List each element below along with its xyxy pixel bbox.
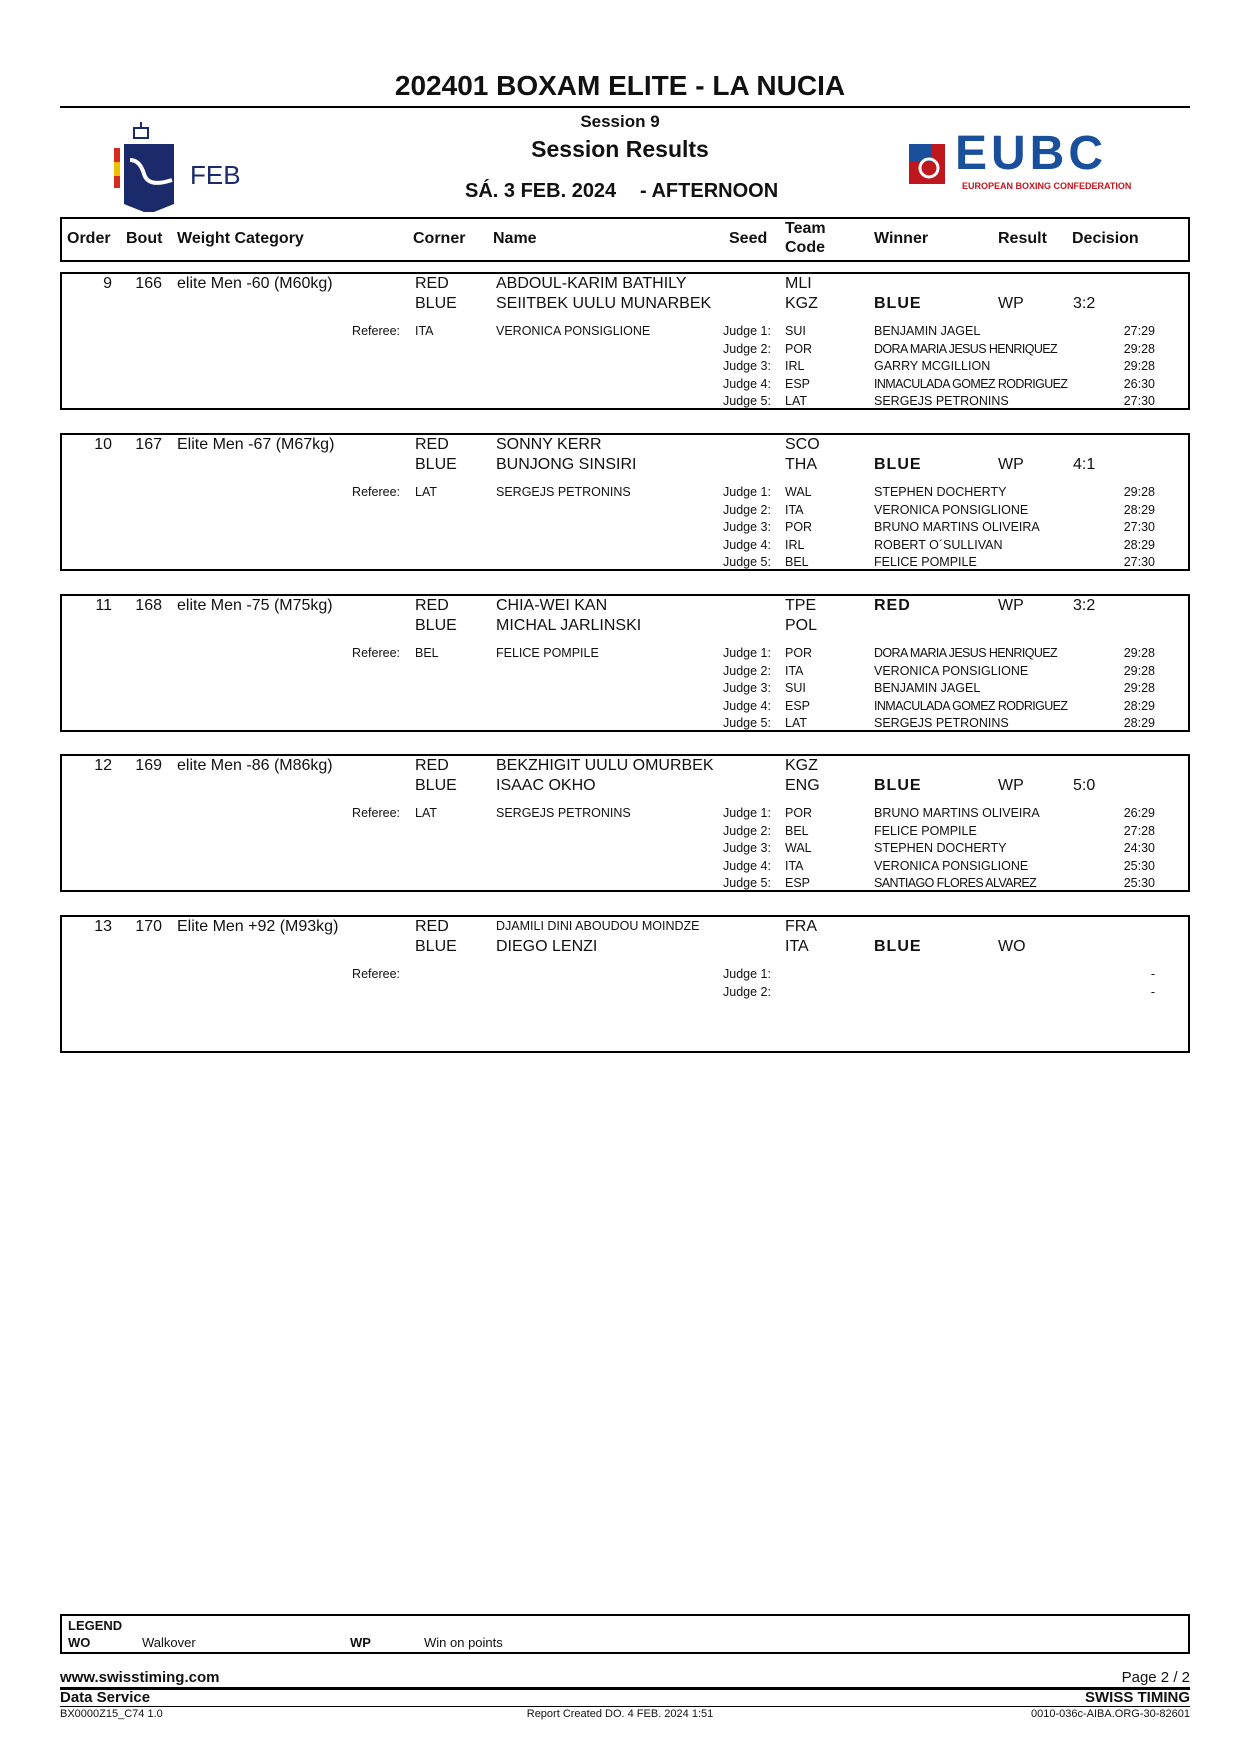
- judge-label: Judge 4:: [723, 376, 771, 391]
- judge-code: BEL: [785, 823, 809, 838]
- feb-logo-text: FEB: [190, 160, 241, 190]
- judge-name: STEPHEN DOCHERTY: [874, 485, 1007, 499]
- blue-boxer-name: DIEGO LENZI: [496, 938, 598, 955]
- judge-label: Judge 3:: [723, 359, 771, 374]
- referee-label: Referee:: [352, 646, 400, 660]
- blue-boxer-name: SEIITBEK UULU MUNARBEK: [496, 295, 712, 312]
- judge-score: 25:30: [1123, 858, 1155, 873]
- red-team-code: FRA: [785, 918, 817, 935]
- bout-number: 170: [135, 918, 162, 935]
- judge-code: LAT: [785, 716, 807, 731]
- red-boxer-name: BEKZHIGIT UULU OMURBEK: [496, 757, 714, 774]
- judge-name: BRUNO MARTINS OLIVEIRA: [874, 806, 1040, 820]
- red-boxer-name: ABDOUL-KARIM BATHILY: [496, 275, 687, 292]
- winner: BLUE: [874, 777, 922, 794]
- red-team-code: KGZ: [785, 757, 818, 774]
- judge-name: ROBERT O´SULLIVAN: [874, 537, 1003, 552]
- judge-code: ESP: [785, 698, 811, 713]
- session-date: SÁ. 3 FEB. 2024: [465, 180, 617, 202]
- col-seed: Seed: [729, 230, 768, 247]
- result: WP: [998, 777, 1024, 794]
- judge-code: POR: [785, 646, 813, 660]
- blue-corner: BLUE: [415, 295, 457, 312]
- divider: [60, 106, 1190, 108]
- referee-label: Referee:: [352, 324, 400, 338]
- judge-label: Judge 1:: [723, 485, 771, 499]
- blue-team-code: THA: [785, 456, 817, 473]
- judge-label: Judge 2:: [723, 663, 771, 678]
- col-name: Name: [493, 230, 537, 247]
- eubc-glove-icon: [905, 140, 949, 190]
- judge-code: POR: [785, 520, 813, 535]
- decision: 3:2: [1073, 295, 1096, 312]
- doc-code: BX0000Z15_C74 1.0: [60, 1708, 163, 1720]
- referee-name: SERGEJS PETRONINS: [496, 485, 631, 499]
- judge-code: BEL: [785, 555, 809, 570]
- red-team-code: SCO: [785, 436, 820, 453]
- judge-name: FELICE POMPILE: [874, 555, 977, 570]
- judge-code: ESP: [785, 376, 811, 391]
- referee-code: LAT: [415, 485, 437, 499]
- judge-code: WAL: [785, 841, 812, 856]
- judge-name: DORA MARIA JESUS HENRIQUEZ: [874, 341, 1058, 356]
- column-header: [60, 217, 1190, 262]
- blue-team-code: POL: [785, 617, 818, 634]
- judge-name: SERGEJS PETRONINS: [874, 716, 1009, 731]
- judge-label: Judge 5:: [723, 555, 771, 570]
- result: WP: [998, 295, 1024, 312]
- red-team-code: TPE: [785, 597, 817, 614]
- judge-name: STEPHEN DOCHERTY: [874, 841, 1007, 856]
- judge-score: 29:28: [1123, 646, 1155, 660]
- report-subtitle: Session Results: [531, 136, 709, 162]
- referee-name: SERGEJS PETRONINS: [496, 806, 631, 820]
- referee-label: Referee:: [352, 967, 400, 981]
- judge-name: VERONICA PONSIGLIONE: [874, 858, 1029, 873]
- bout-block: [60, 754, 1190, 892]
- judge-score: 29:28: [1123, 663, 1155, 678]
- blue-corner: BLUE: [415, 777, 457, 794]
- bout-number: 168: [135, 597, 162, 614]
- judge-score: 29:28: [1123, 485, 1155, 499]
- judge-score: 28:29: [1123, 716, 1155, 731]
- winner: RED: [874, 597, 911, 614]
- judge-label: Judge 2:: [723, 341, 771, 356]
- judge-code: IRL: [785, 359, 805, 374]
- judge-code: POR: [785, 341, 813, 356]
- bout-block: [60, 915, 1190, 1053]
- weight-category: elite Men -86 (M86kg): [177, 757, 333, 774]
- brand: SWISS TIMING: [1085, 1689, 1190, 1706]
- judge-code: ITA: [785, 502, 804, 517]
- red-team-code: MLI: [785, 275, 812, 292]
- feb-logo-icon: [112, 120, 182, 212]
- judge-name: INMACULADA GOMEZ RODRIGUEZ: [874, 698, 1068, 713]
- judge-code: SUI: [785, 681, 806, 696]
- col-result: Result: [998, 230, 1047, 247]
- judge-code: ITA: [785, 858, 804, 873]
- judge-code: SUI: [785, 324, 806, 338]
- red-corner: RED: [415, 757, 449, 774]
- judge-name: VERONICA PONSIGLIONE: [874, 502, 1029, 517]
- blue-boxer-name: BUNJONG SINSIRI: [496, 456, 637, 473]
- judge-label: Judge 3:: [723, 681, 771, 696]
- judge-score: -: [1150, 967, 1155, 981]
- weight-category: Elite Men +92 (M93kg): [177, 918, 339, 935]
- judge-code: WAL: [785, 485, 812, 499]
- judge-name: VERONICA PONSIGLIONE: [874, 663, 1029, 678]
- blue-boxer-name: ISAAC OKHO: [496, 777, 596, 794]
- bout-order: 12: [94, 757, 112, 774]
- data-service: Data Service: [60, 1689, 151, 1706]
- judge-score: 26:30: [1123, 376, 1155, 391]
- judge-score: 29:28: [1123, 359, 1155, 374]
- red-boxer-name: DJAMILI DINI ABOUDOU MOINDZE: [496, 919, 700, 933]
- winner: BLUE: [874, 295, 922, 312]
- judge-label: Judge 2:: [723, 823, 771, 838]
- blue-corner: BLUE: [415, 456, 457, 473]
- weight-category: elite Men -60 (M60kg): [177, 275, 333, 292]
- judge-score: 29:28: [1123, 681, 1155, 696]
- decision: 5:0: [1073, 777, 1096, 794]
- judge-score: 27:29: [1123, 324, 1155, 338]
- referee-name: VERONICA PONSIGLIONE: [496, 324, 651, 338]
- judge-label: Judge 2:: [723, 984, 771, 999]
- page-number: Page 2 / 2: [1121, 1669, 1190, 1686]
- decision: 4:1: [1073, 456, 1096, 473]
- bout-order: 9: [103, 275, 112, 292]
- referee-name: FELICE POMPILE: [496, 646, 599, 660]
- referee-code: BEL: [415, 646, 439, 660]
- divider: [60, 1706, 1190, 1707]
- judge-label: Judge 1:: [723, 806, 771, 820]
- judge-score: -: [1150, 984, 1155, 999]
- judge-label: Judge 1:: [723, 324, 771, 338]
- legend-desc: Win on points: [424, 1635, 503, 1650]
- judge-score: 27:30: [1123, 520, 1155, 535]
- blue-boxer-name: MICHAL JARLINSKI: [496, 617, 642, 634]
- judge-name: SANTIAGO FLORES ALVAREZ: [874, 876, 1037, 891]
- bout-order: 10: [94, 436, 112, 453]
- eubc-tagline: EUROPEAN BOXING CONFEDERATION: [962, 181, 1132, 191]
- judge-name: DORA MARIA JESUS HENRIQUEZ: [874, 646, 1058, 660]
- result: WP: [998, 456, 1024, 473]
- legend-code: WO: [68, 1635, 91, 1650]
- bout-block: [60, 433, 1190, 571]
- session-period: - AFTERNOON: [640, 180, 779, 202]
- judge-label: Judge 3:: [723, 520, 771, 535]
- judge-score: 28:29: [1123, 698, 1155, 713]
- judge-label: Judge 4:: [723, 537, 771, 552]
- session-number: Session 9: [580, 112, 660, 131]
- bout-order: 11: [95, 597, 112, 614]
- referee-code: LAT: [415, 806, 437, 820]
- judge-name: GARRY MCGILLION: [874, 359, 991, 374]
- weight-category: elite Men -75 (M75kg): [177, 597, 333, 614]
- report-ref: 0010-036c-AIBA.ORG-30-82601: [1031, 1708, 1190, 1720]
- divider: [60, 1687, 1190, 1690]
- event-title: 202401 BOXAM ELITE - LA NUCIA: [394, 70, 846, 101]
- blue-team-code: ENG: [785, 777, 820, 794]
- red-corner: RED: [415, 597, 449, 614]
- red-corner: RED: [415, 275, 449, 292]
- website: www.swisstiming.com: [60, 1669, 220, 1686]
- report-created: Report Created DO. 4 FEB. 2024 1:51: [526, 1708, 714, 1720]
- judge-score: 24:30: [1123, 841, 1155, 856]
- red-corner: RED: [415, 436, 449, 453]
- blue-team-code: KGZ: [785, 295, 818, 312]
- legend-title: LEGEND: [68, 1618, 123, 1633]
- judge-label: Judge 4:: [723, 698, 771, 713]
- judge-name: SERGEJS PETRONINS: [874, 394, 1009, 409]
- blue-team-code: ITA: [785, 938, 809, 955]
- legend-code: WP: [350, 1635, 371, 1650]
- judge-score: 25:30: [1123, 876, 1155, 891]
- col-team: Team: [785, 220, 826, 237]
- judge-score: 29:28: [1123, 341, 1155, 356]
- legend: [60, 1614, 1190, 1654]
- judge-name: FELICE POMPILE: [874, 823, 977, 838]
- bout-number: 167: [135, 436, 162, 453]
- red-corner: RED: [415, 918, 449, 935]
- bout-block: [60, 272, 1190, 410]
- judge-code: IRL: [785, 537, 805, 552]
- bout-order: 13: [94, 918, 112, 935]
- decision: 3:2: [1073, 597, 1096, 614]
- judge-label: Judge 5:: [723, 876, 771, 891]
- judge-code: LAT: [785, 394, 807, 409]
- bout-number: 166: [135, 275, 162, 292]
- col-decision: Decision: [1072, 230, 1139, 247]
- judge-name: BRUNO MARTINS OLIVEIRA: [874, 520, 1040, 535]
- referee-label: Referee:: [352, 806, 400, 820]
- col-bout: Bout: [126, 230, 163, 247]
- col-order: Order: [67, 230, 111, 247]
- judge-score: 27:30: [1123, 555, 1155, 570]
- judge-label: Judge 5:: [723, 716, 771, 731]
- winner: BLUE: [874, 456, 922, 473]
- judge-score: 27:28: [1123, 823, 1155, 838]
- judge-code: ESP: [785, 876, 811, 891]
- judge-label: Judge 1:: [723, 967, 771, 981]
- result: WP: [998, 597, 1024, 614]
- judge-label: Judge 1:: [723, 646, 771, 660]
- col-weight: Weight Category: [177, 230, 304, 247]
- judge-score: 27:30: [1123, 394, 1155, 409]
- result: WO: [998, 938, 1026, 955]
- bout-block: [60, 594, 1190, 732]
- judge-code: POR: [785, 806, 813, 820]
- judge-score: 28:29: [1123, 502, 1155, 517]
- referee-label: Referee:: [352, 485, 400, 499]
- col-winner: Winner: [874, 230, 929, 247]
- judge-label: Judge 3:: [723, 841, 771, 856]
- weight-category: Elite Men -67 (M67kg): [177, 436, 335, 453]
- col-corner: Corner: [413, 230, 466, 247]
- blue-corner: BLUE: [415, 938, 457, 955]
- legend-desc: Walkover: [142, 1635, 196, 1650]
- winner: BLUE: [874, 938, 922, 955]
- col-code: Code: [785, 239, 825, 256]
- eubc-logo-text: EUBC: [955, 127, 1108, 180]
- judge-name: BENJAMIN JAGEL: [874, 681, 981, 696]
- red-boxer-name: CHIA-WEI KAN: [496, 597, 608, 614]
- judge-code: ITA: [785, 663, 804, 678]
- bout-number: 169: [135, 757, 162, 774]
- judge-score: 28:29: [1123, 537, 1155, 552]
- judge-label: Judge 2:: [723, 502, 771, 517]
- judge-score: 26:29: [1123, 806, 1155, 820]
- judge-name: INMACULADA GOMEZ RODRIGUEZ: [874, 376, 1068, 391]
- judge-name: BENJAMIN JAGEL: [874, 324, 981, 338]
- blue-corner: BLUE: [415, 617, 457, 634]
- judge-label: Judge 5:: [723, 394, 771, 409]
- red-boxer-name: SONNY KERR: [496, 436, 602, 453]
- referee-code: ITA: [415, 324, 434, 338]
- judge-label: Judge 4:: [723, 858, 771, 873]
